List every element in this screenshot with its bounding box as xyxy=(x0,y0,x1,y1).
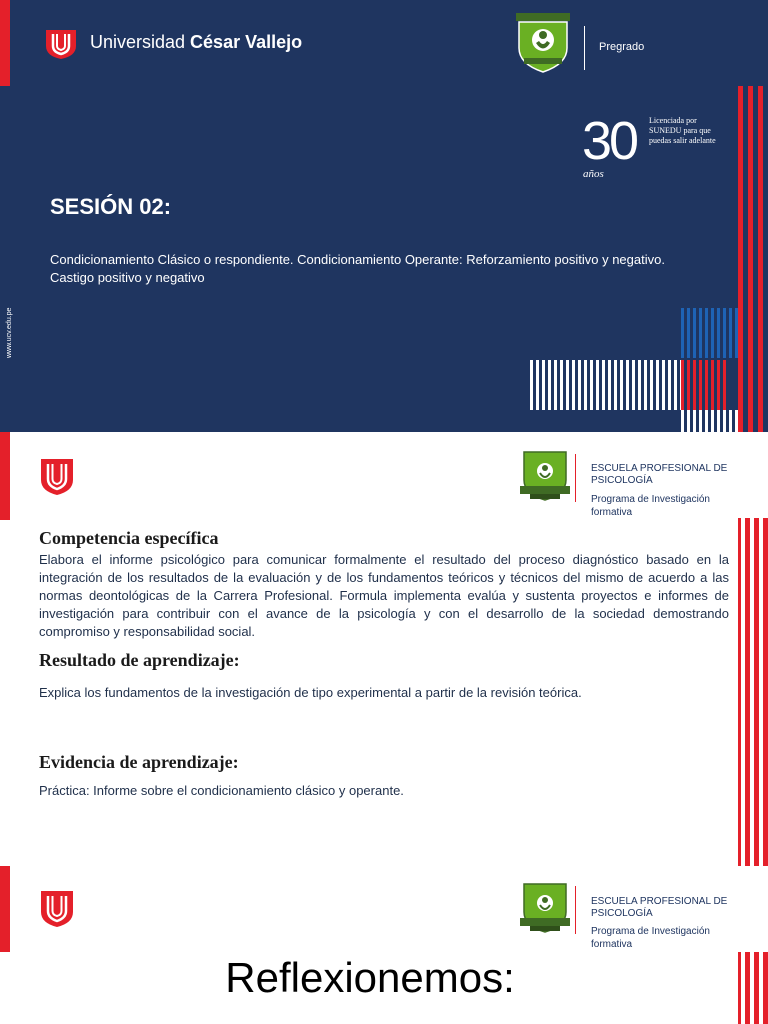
website-url: www.ucv.edu.pe xyxy=(6,307,13,358)
anniversary-number: 30 xyxy=(582,111,637,171)
stripe xyxy=(614,360,617,410)
stripe xyxy=(705,410,708,432)
stripe xyxy=(738,86,743,432)
stripe xyxy=(693,308,696,358)
stripe xyxy=(596,360,599,410)
header-divider xyxy=(575,886,576,934)
stripe xyxy=(735,308,738,358)
psychology-badge-icon xyxy=(520,882,570,934)
stripe xyxy=(711,308,714,358)
decorative-stripes xyxy=(0,0,768,432)
stripe xyxy=(687,360,690,410)
stripe xyxy=(717,410,720,432)
stripe xyxy=(681,360,684,410)
decorative-stripes xyxy=(738,518,768,866)
stripe xyxy=(758,86,763,432)
program-name: Programa de Investigación formativa xyxy=(591,494,710,518)
stripe xyxy=(705,308,708,358)
licensed-text: Licenciada por SUNEDU para que puedas salir adelante xyxy=(649,116,716,145)
stripe xyxy=(699,308,702,358)
content-slide xyxy=(0,432,768,866)
evidencia-title: Evidencia de aprendizaje: xyxy=(39,752,239,772)
stripe xyxy=(0,0,10,86)
stripe xyxy=(632,360,635,410)
stripe xyxy=(554,360,557,410)
reflection-slide xyxy=(0,866,768,1024)
stripe xyxy=(542,360,545,410)
stripe xyxy=(620,360,623,410)
psychology-badge-icon xyxy=(520,450,570,502)
stripe xyxy=(608,360,611,410)
stripe xyxy=(723,410,726,432)
stripe xyxy=(735,410,738,432)
stripe xyxy=(644,360,647,410)
competencia-text: Elabora el informe psicológico para comunicar formalmente el resultado del proceso diagnóstico basado en la integración de los resultados de la evaluación y de los fundamentos teóricos y técnicos del mismo de acuerdo a las normas deontológicas de la Carrera Profesional. Formula implementa evalúa y sustenta proyectos e informes de investigación para contribuir con el avance de la psicología y con el desarrollo de la sociedad demostrando compromiso y responsabilidad social. xyxy=(39,552,729,639)
stripe xyxy=(662,360,665,410)
red-accent-bar xyxy=(0,432,10,520)
university-name-regular: Universidad xyxy=(90,32,191,52)
stripe xyxy=(699,410,702,432)
stripe xyxy=(638,360,641,410)
stripe xyxy=(729,308,732,358)
stripe xyxy=(748,86,753,432)
stripe xyxy=(723,308,726,358)
session-topic: Condicionamiento Clásico o respondiente. Condicionamiento Operante: Reforzamiento positivo y negativo. Castigo positivo y negativo xyxy=(50,252,665,285)
ucv-shield-icon xyxy=(40,458,74,496)
reflection-title: Reflexionemos: xyxy=(225,954,515,1001)
stripe xyxy=(693,410,696,432)
stripe xyxy=(699,360,702,410)
resultado-title: Resultado de aprendizaje: xyxy=(39,650,240,670)
stripe xyxy=(578,360,581,410)
ucv-shield-icon xyxy=(40,890,74,928)
competencia-title: Competencia específica xyxy=(39,528,219,548)
program-name: Programa de Investigación formativa xyxy=(591,926,710,950)
stripe xyxy=(723,360,726,410)
stripe xyxy=(536,360,539,410)
stripe xyxy=(584,360,587,410)
level-label: Pregrado xyxy=(599,41,645,53)
stripe xyxy=(681,410,684,432)
red-accent-bar xyxy=(0,866,10,952)
stripe xyxy=(705,360,708,410)
stripe xyxy=(602,360,605,410)
stripe xyxy=(566,360,569,410)
stripe xyxy=(693,360,696,410)
stripe xyxy=(668,360,671,410)
stripe xyxy=(717,308,720,358)
header-divider xyxy=(575,454,576,502)
evidencia-text: Práctica: Informe sobre el condicionamiento clásico y operante. xyxy=(39,783,404,798)
stripe xyxy=(560,360,563,410)
title-slide xyxy=(0,0,768,432)
stripe xyxy=(681,308,684,358)
stripe xyxy=(729,410,732,432)
stripe xyxy=(711,360,714,410)
stripe xyxy=(650,360,653,410)
stripe xyxy=(626,360,629,410)
stripe xyxy=(674,360,677,410)
stripe xyxy=(656,360,659,410)
session-title: SESIÓN 02: xyxy=(50,194,172,219)
stripe xyxy=(530,360,533,410)
decorative-stripes xyxy=(738,952,768,1024)
stripe xyxy=(687,308,690,358)
stripe xyxy=(572,360,575,410)
stripe xyxy=(717,360,720,410)
university-name-bold: César Vallejo xyxy=(190,32,303,52)
stripe xyxy=(548,360,551,410)
anniversary-unit: años xyxy=(583,168,604,180)
school-name: ESCUELA PROFESIONAL DE PSICOLOGÍA xyxy=(591,463,728,486)
stripe xyxy=(687,410,690,432)
stripe xyxy=(711,410,714,432)
resultado-text: Explica los fundamentos de la investigación de tipo experimental a partir de la revisión teórica. xyxy=(39,685,582,700)
stripe xyxy=(590,360,593,410)
school-name: ESCUELA PROFESIONAL DE PSICOLOGÍA xyxy=(591,896,728,919)
